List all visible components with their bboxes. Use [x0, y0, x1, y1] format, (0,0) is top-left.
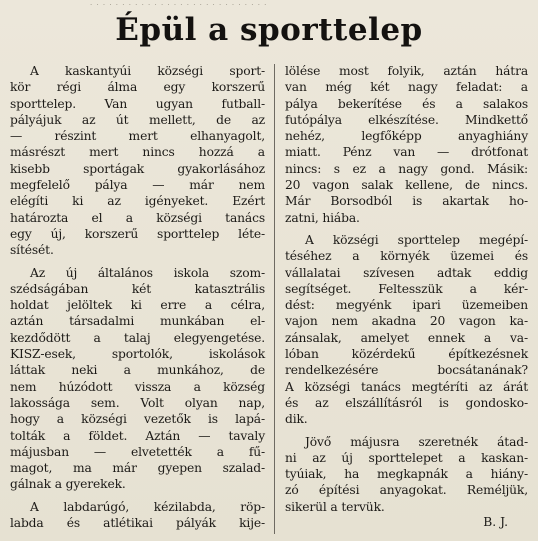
text-line: rendelkezésére bocsátanának? — [285, 363, 528, 378]
right-column — [285, 63, 528, 515]
text-line: tyúiak, ha megkapnák a hiány- — [285, 467, 528, 482]
text-line: és az elszállításról is gondosko- — [285, 395, 528, 410]
text-line: Már Borsodból is akartak ho- — [285, 194, 528, 209]
text-line: miatt. Pénz van — drótfonat — [285, 145, 528, 160]
text-line: van még két nagy feladat: a — [285, 80, 528, 95]
text-line: nem húzódott vissza a község — [10, 379, 265, 394]
text-line: nincs: s ez a nagy gond. Másik: — [285, 161, 528, 176]
text-line: elégíti ki az igényeket. Ezért — [10, 194, 265, 209]
text-line: zó építési anyagokat. Reméljük, — [285, 483, 528, 498]
text-line: lóban közérdekű építkezésnek — [285, 347, 528, 362]
text-line: tolták a földet. Aztán — tavaly — [10, 428, 265, 443]
text-line: vállalatai szívesen adtak eddig — [285, 265, 528, 280]
article-headline: Épül a sporttelep — [115, 12, 423, 48]
text-line: kezdődött a talaj elegyengetése. — [10, 330, 265, 345]
paragraph — [10, 265, 265, 493]
text-line: magot, ma már gyepen szalad- — [10, 461, 265, 476]
text-line: ni az új sporttelepet a kaskan- — [285, 450, 528, 465]
text-line: láttak neki a munkához, de — [10, 363, 265, 378]
text-line: KISZ-esek, sportolók, iskolások — [10, 347, 265, 362]
text-line: határozta el a községi tanács — [10, 210, 265, 225]
text-line: A kaskantyúi községi sport- — [30, 64, 265, 78]
text-line: labda és atlétikai pályák kije- — [10, 516, 265, 531]
text-line: zánsalak, amelyet ennek a va- — [285, 330, 528, 345]
text-line: dést: megyénk ipari üzemeiben — [285, 298, 528, 313]
text-line: zatni, hiába. — [285, 210, 360, 225]
left-column — [10, 63, 265, 531]
paragraph — [10, 499, 265, 532]
paragraph — [10, 63, 265, 259]
text-line: — részint mert elhanyagolt, — [10, 129, 265, 144]
text-line: Az új általános iskola szom- — [30, 265, 265, 280]
text-line: segítséget. Feltesszük a kér- — [285, 281, 528, 296]
text-line: 20 vagon salak kellene, de nincs. — [285, 178, 528, 193]
text-line: holdat jelöltek ki erre a célra, — [10, 298, 265, 313]
text-line: dik. — [285, 412, 308, 427]
text-line: A községi tanács megtéríti az árát — [285, 379, 528, 394]
text-line: gálnak a gyerekek. — [10, 477, 126, 492]
text-line: futópálya elkészítése. Mindkettő — [285, 112, 528, 127]
text-line: pálya bekerítése és a salakos — [285, 96, 528, 111]
text-line: Jövő májusra szeretnék átad- — [305, 434, 528, 449]
text-line: téséhez a környék üzemei és — [285, 249, 528, 264]
text-line: sítését. — [10, 243, 54, 258]
masthead-rule: · · · · · · · · · · · · · · · · · · · · · · · · · · · · — [90, 1, 268, 9]
text-line: lakossága sem. Volt olyan nap, — [10, 395, 265, 410]
column-divider — [274, 64, 275, 534]
text-line: megfelelő pálya — már nem — [10, 178, 265, 193]
text-line: lölése most folyik, aztán hátra — [285, 64, 528, 78]
text-line: másrészt mert nincs hozzá a — [10, 145, 265, 160]
text-line: A községi sporttelep megépí- — [305, 232, 528, 247]
paragraph — [285, 63, 528, 226]
text-line: aztán társadalmi munkában el- — [10, 314, 265, 329]
text-line: sikerül a tervük. — [285, 499, 385, 514]
paragraph — [285, 232, 528, 428]
text-line: egy új, korszerű sporttelep léte- — [10, 226, 265, 241]
text-line: szédságában két katasztrális — [10, 281, 265, 296]
text-line: pályájuk az út mellett, de az — [10, 112, 265, 127]
text-line: májusban — elvetették a fű- — [10, 444, 265, 459]
text-line: vajon nem akadna 20 vagon ka- — [285, 314, 528, 329]
author-signature: B. J. — [483, 515, 508, 529]
paragraph — [285, 434, 528, 515]
text-line: sporttelep. Van ugyan futball- — [10, 96, 265, 111]
masthead-fragment — [90, 0, 390, 10]
text-line: kör régi álma egy korszerű — [10, 80, 265, 95]
text-line: nehéz, legfőképp anyaghiány — [285, 129, 528, 144]
text-line: kisebb sportágak gyakorlásához — [10, 161, 265, 176]
text-line: A labdarúgó, kézilabda, röp- — [30, 499, 265, 514]
text-line: hogy a községi vezetők is lapá- — [10, 412, 265, 427]
